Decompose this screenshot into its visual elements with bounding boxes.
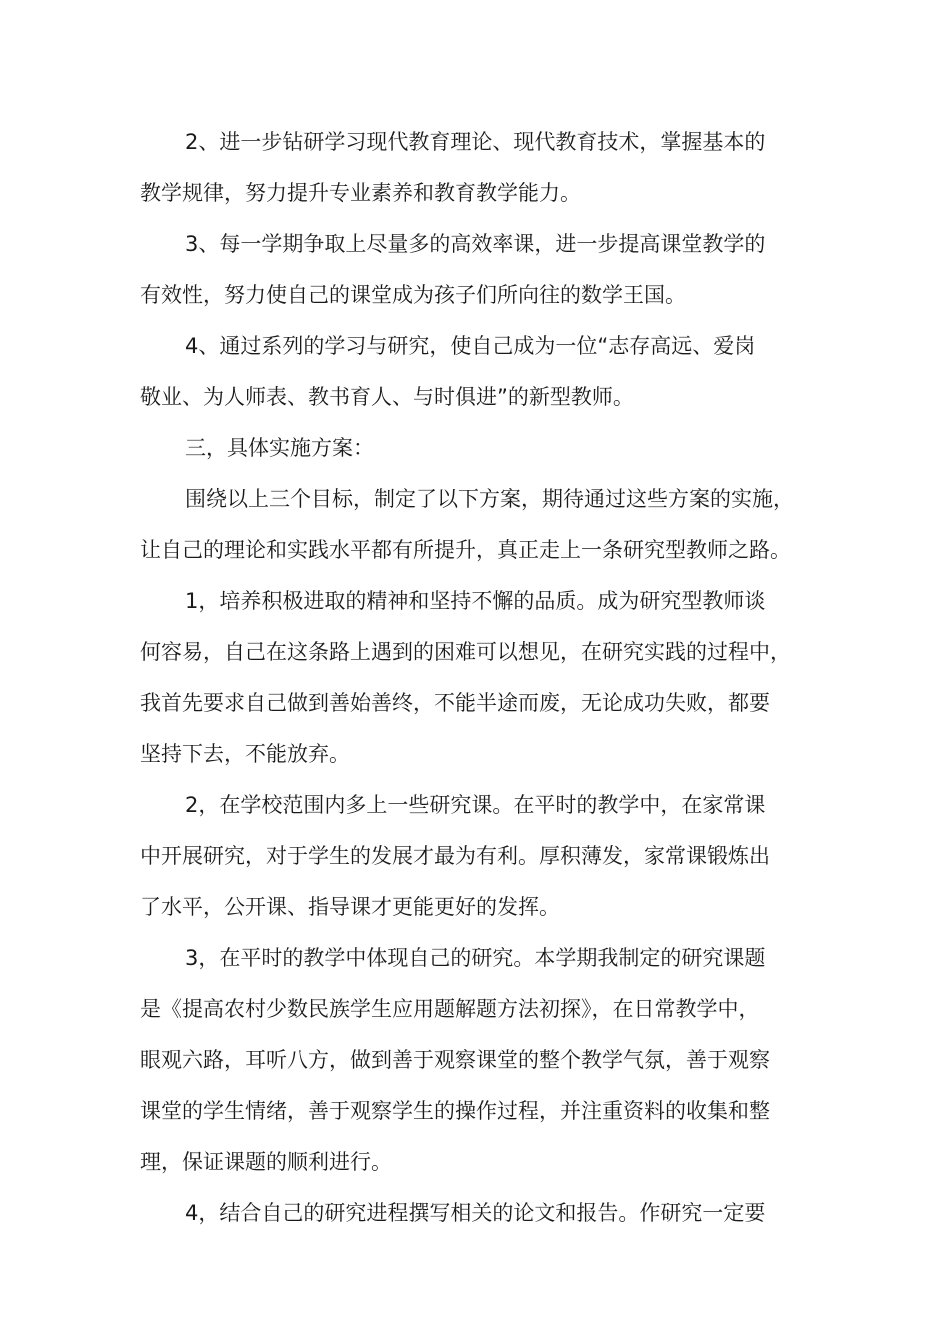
paragraph-line: 围绕以上三个目标，制定了以下方案，期待通过这些方案的实施，	[185, 487, 794, 511]
paragraph-line: 1，培养积极进取的精神和坚持不懈的品质。成为研究型教师谈	[185, 589, 766, 613]
paragraph-line: 是《提高农村少数民族学生应用题解题方法初探》，在日常教学中，	[140, 997, 760, 1021]
paragraph-line: 何容易，自己在这条路上遇到的困难可以想见，在研究实践的过程中，	[140, 640, 791, 664]
paragraph-line: 课堂的学生情绪，善于观察学生的操作过程，并注重资料的收集和整	[140, 1099, 770, 1123]
paragraph-line: 教学规律，努力提升专业素养和教育教学能力。	[140, 181, 581, 205]
paragraph-line: 眼观六路，耳听八方，做到善于观察课堂的整个教学气氛，善于观察	[140, 1048, 770, 1072]
paragraph-line: 我首先要求自己做到善始善终，不能半途而废，无论成功失败，都要	[140, 691, 770, 715]
paragraph-line: 中开展研究，对于学生的发展才最为有利。厚积薄发，家常课锻炼出	[140, 844, 770, 868]
paragraph-line: 敬业、为人师表、教书育人、与时俱进”的新型教师。	[140, 385, 634, 409]
paragraph-line: 让自己的理论和实践水平都有所提升，真正走上一条研究型教师之路。	[140, 538, 791, 562]
section-heading: 三，具体实施方案：	[185, 436, 374, 460]
paragraph-line: 了水平，公开课、指导课才更能更好的发挥。	[140, 895, 560, 919]
paragraph-line: 2、进一步钻研学习现代教育理论、现代教育技术，掌握基本的	[185, 130, 766, 154]
paragraph-line: 3，在平时的教学中体现自己的研究。本学期我制定的研究课题	[185, 946, 766, 970]
paragraph-line: 有效性，努力使自己的课堂成为孩子们所向往的数学王国。	[140, 283, 686, 307]
paragraph-line: 坚持下去，不能放弃。	[140, 742, 350, 766]
paragraph-line: 2，在学校范围内多上一些研究课。在平时的教学中，在家常课	[185, 793, 766, 817]
paragraph-line: 4，结合自己的研究进程撰写相关的论文和报告。作研究一定要	[185, 1201, 766, 1225]
paragraph-line: 3、每一学期争取上尽量多的高效率课，进一步提高课堂教学的	[185, 232, 766, 256]
paragraph-line: 4、通过系列的学习与研究，使自己成为一位“志存高远、爱岗	[185, 334, 756, 358]
paragraph-line: 理，保证课题的顺利进行。	[140, 1150, 392, 1174]
